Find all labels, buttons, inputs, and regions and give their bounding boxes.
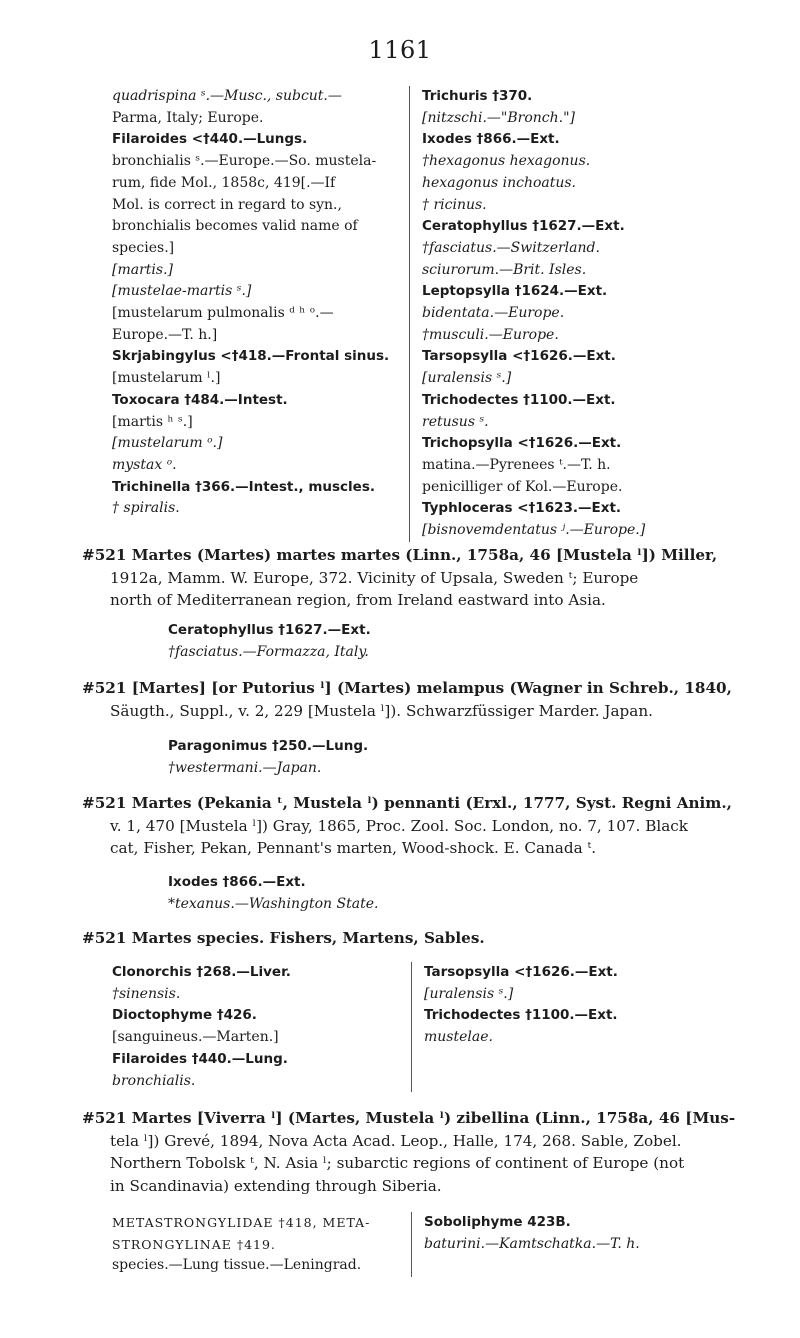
species-line: [uralensis ˢ.] (422, 370, 512, 387)
family-line: METASTRONGYLIDAE †418, META- (112, 1215, 371, 1230)
genus-line: Soboliphyme 423B. (424, 1214, 571, 1230)
genus-line: Typhloceras <†1623.—Ext. (422, 500, 622, 517)
genus-line: Leptopsylla †1624.—Ext. (422, 283, 608, 300)
host-entry-martes-martes (82, 544, 742, 612)
host-list-line: rum, fide Mol., 1858c, 419[.—If (112, 174, 336, 191)
top-left-column (112, 86, 409, 542)
entry-line: #521 Martes (Martes) martes martes (Linn., 1758a, 46 [Mustela ˡ]) Miller, (82, 546, 718, 564)
host-list-line: † spiralis. (112, 500, 180, 517)
entry-line: #521 Martes species. Fishers, Martens, Sables. (82, 929, 485, 947)
species-line: hexagonus inchoatus. (422, 174, 577, 191)
host-list-line: species.] (112, 239, 175, 256)
bottom-left-column (112, 1212, 411, 1277)
species-line: baturini.—Kamtschatka.—T. h. (424, 1235, 640, 1252)
species-line: †musculi.—Europe. (422, 326, 559, 343)
species-line: bidentata.—Europe. (422, 305, 565, 322)
host-list-line: Parma, Italy; Europe. (112, 109, 264, 126)
genus-line: Tarsopsylla <†1626.—Ext. (424, 964, 618, 980)
genus-line: Trichinella †366.—Intest., muscles. (112, 478, 375, 495)
genus-line: Ceratophyllus †1627.—Ext. (422, 218, 625, 235)
bottom-columns (112, 1212, 744, 1277)
species-line: †sinensis. (112, 985, 181, 1002)
species-line: sciurorum.—Brit. Isles. (422, 261, 587, 278)
host-entry-martes-zibellina (82, 1107, 742, 1197)
species-line: † ricinus. (422, 196, 487, 213)
entry-line: v. 1, 470 [Mustela ˡ]) Gray, 1865, Proc. Zool. Soc. London, no. 7, 107. Black (110, 816, 688, 835)
species-line: [sanguineus.—Marten.] (112, 1029, 279, 1046)
genus-line: Ixodes †866.—Ext. (422, 131, 560, 148)
genus-line: Filaroides †440.—Lung. (112, 1050, 288, 1067)
host-list-line: [mustelae-martis ˢ.] (112, 283, 252, 300)
bottom-right-column (411, 1212, 744, 1277)
entry-line: #521 [Martes] [or Putorius ˡ] (Martes) melampus (Wagner in Schreb., 1840, (82, 679, 732, 697)
entry-line: 1912a, Mamm. W. Europe, 372. Vicinity of Upsala, Sweden ᵗ; Europe (110, 568, 639, 587)
parasite-list (168, 620, 371, 663)
parasite-list (168, 736, 368, 779)
host-list-line: mystax ᵒ. (112, 456, 177, 473)
genus-line: Toxocara †484.—Intest. (112, 391, 288, 408)
host-list-line: [mustelarum ˡ.] (112, 370, 221, 387)
genus-line: Trichodectes †1100.—Ext. (422, 391, 616, 408)
species-columns (112, 962, 744, 1092)
entry-line: in Scandinavia) extending through Siberia. (110, 1176, 442, 1195)
species-line: [nitzschi.—"Bronch."] (422, 109, 576, 126)
species-line: retusus ˢ. (422, 413, 489, 430)
species-left-column (112, 962, 411, 1092)
host-list-line: [mustelarum ᵒ.] (112, 435, 223, 452)
page-number: 1161 (368, 36, 432, 64)
host-list-line: Europe.—T. h.] (112, 326, 218, 343)
species-line: mustelae. (424, 1029, 493, 1046)
host-list-line: Mol. is correct in regard to syn., (112, 196, 342, 213)
species-line: †fasciatus.—Switzerland. (422, 239, 600, 256)
species-line: †westermani.—Japan. (168, 759, 322, 776)
host-entry-martes-pennanti (82, 792, 742, 860)
top-right-column (409, 86, 752, 542)
genus-line: Dioctophyme †426. (112, 1007, 257, 1024)
parasite-list (168, 872, 378, 915)
host-list-line: [martis ʰ ˢ.] (112, 413, 193, 430)
top-columns (112, 86, 752, 542)
host-list-line: quadrispina ˢ.—Musc., subcut.— (112, 88, 342, 104)
host-entry-martes-species (82, 927, 742, 950)
entry-line: cat, Fisher, Pekan, Pennant's marten, Wood-shock. E. Canada ᵗ. (110, 839, 597, 857)
entry-line: tela ˡ]) Grevé, 1894, Nova Acta Acad. Leop., Halle, 174, 268. Sable, Zobel. (110, 1131, 682, 1150)
genus-line: Skrjabingylus <†418.—Frontal sinus. (112, 348, 390, 365)
entry-line: Northern Tobolsk ᵗ, N. Asia ˡ; subarctic regions of continent of Europe (not (110, 1154, 685, 1172)
species-line: matina.—Pyrenees ᵗ.—T. h. (422, 456, 611, 473)
species-line: *texanus.—Washington State. (168, 895, 379, 912)
genus-line: Trichopsylla <†1626.—Ext. (422, 435, 622, 452)
host-list-line: [mustelarum pulmonalis ᵈ ʰ ᵒ.— (112, 305, 334, 322)
species-line: †hexagonus hexagonus. (422, 153, 591, 170)
genus-line: Paragonimus †250.—Lung. (168, 738, 369, 754)
genus-line: Filaroides <†440.—Lungs. (112, 131, 308, 148)
host-entry-martes-melampus (82, 677, 742, 722)
genus-line: Ixodes †866.—Ext. (168, 874, 306, 890)
species-line: penicilliger of Kol.—Europe. (422, 478, 623, 495)
species-line: bronchialis. (112, 1072, 196, 1089)
entry-line: north of Mediterranean region, from Ireland eastward into Asia. (110, 591, 606, 609)
family-line: STRONGYLINAE †419. (112, 1236, 276, 1252)
genus-line: Clonorchis †268.—Liver. (112, 964, 291, 980)
host-list-line: bronchialis ˢ.—Europe.—So. mustela- (112, 153, 377, 170)
species-line: †fasciatus.—Formazza, Italy. (168, 643, 369, 660)
entry-line: #521 Martes (Pekania ᵗ, Mustela ˡ) pennanti (Erxl., 1777, Syst. Regni Anim., (82, 794, 732, 812)
genus-line: Trichuris †370. (422, 88, 533, 104)
species-line: species.—Lung tissue.—Leningrad. (112, 1257, 362, 1274)
entry-line: #521 Martes [Viverra ˡ] (Martes, Mustela ˡ) zibellina (Linn., 1758a, 46 [Mus- (82, 1109, 736, 1127)
genus-line: Ceratophyllus †1627.—Ext. (168, 622, 371, 638)
species-line: [bisnovemdentatus ʲ.—Europe.] (422, 522, 646, 539)
genus-line: Tarsopsylla <†1626.—Ext. (422, 348, 616, 365)
species-line: [uralensis ˢ.] (424, 985, 514, 1002)
genus-line: Trichodectes †1100.—Ext. (424, 1007, 618, 1024)
species-right-column (411, 962, 744, 1092)
entry-line: Säugth., Suppl., v. 2, 229 [Mustela ˡ]). Schwarzfüssiger Marder. Japan. (110, 701, 653, 720)
host-list-line: bronchialis becomes valid name of (112, 218, 358, 235)
host-list-line: [martis.] (112, 261, 173, 278)
